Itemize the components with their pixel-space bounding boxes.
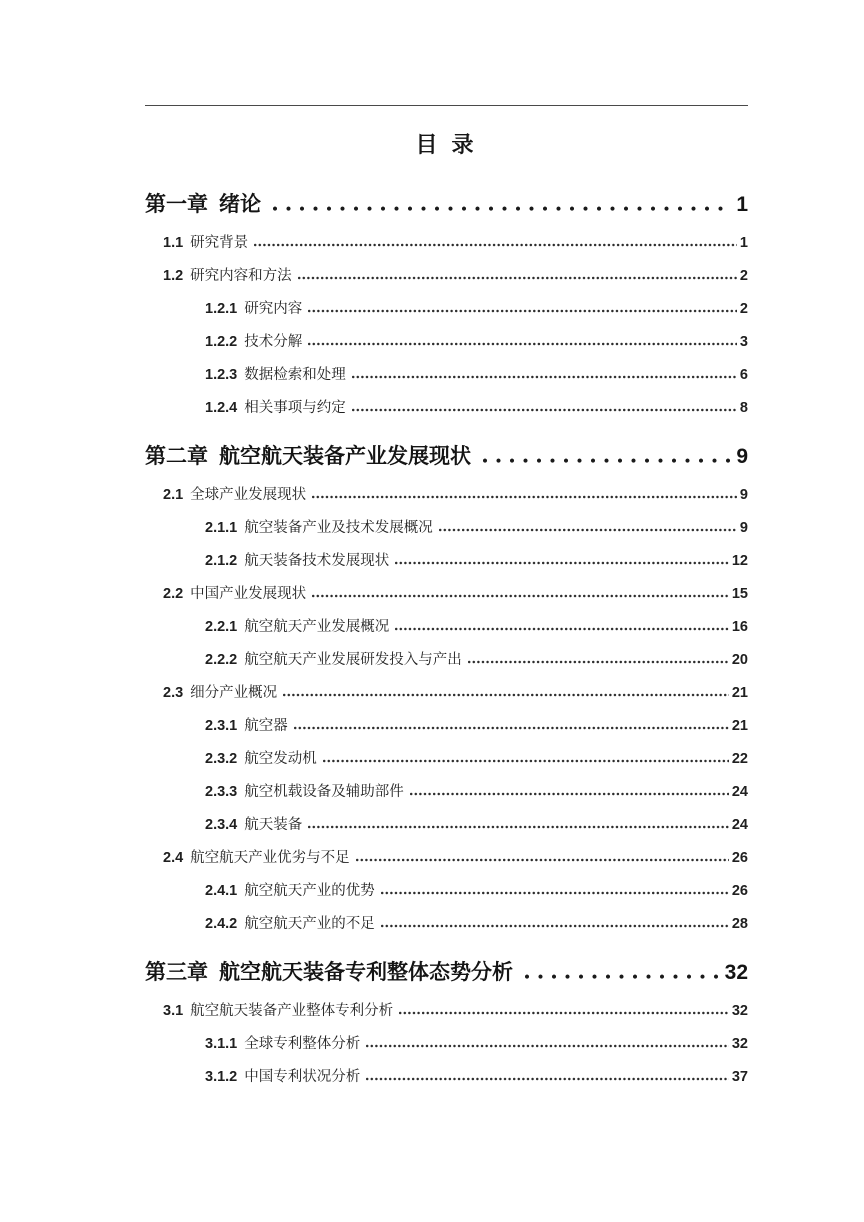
page-number: 26 xyxy=(731,850,748,866)
entry-number: 2.2.1 xyxy=(205,619,238,635)
entry-number: 2.1.2 xyxy=(205,553,238,569)
page-number: 32 xyxy=(724,961,748,984)
dot-leader xyxy=(395,561,729,565)
dot-leader xyxy=(294,726,729,730)
dot-leader xyxy=(312,495,737,499)
entry-title: 航空装备产业及技术发展概况 xyxy=(244,520,433,536)
toc-entry xyxy=(145,545,748,578)
toc-entry xyxy=(145,710,748,743)
page-number: 21 xyxy=(731,718,748,734)
page-number: 22 xyxy=(731,751,748,767)
dot-leader xyxy=(366,1077,729,1081)
entry-title: 航空航天装备产业整体专利分析 xyxy=(190,1003,394,1019)
dot-leader xyxy=(525,974,719,979)
page-number: 16 xyxy=(731,619,748,635)
toc-entry xyxy=(145,1061,748,1094)
toc-entry xyxy=(145,260,748,293)
toc-chapter-entry xyxy=(145,187,748,223)
entry-number: 2.3 xyxy=(163,685,184,701)
dot-leader xyxy=(381,891,729,895)
dot-leader xyxy=(381,924,729,928)
entry-title: 绪论 xyxy=(219,193,261,216)
entry-number: 2.2 xyxy=(163,586,184,602)
dot-leader xyxy=(483,458,730,463)
dot-leader xyxy=(352,375,737,379)
entry-number: 2.1.1 xyxy=(205,520,238,536)
page-number: 2 xyxy=(739,301,748,317)
entry-number: 1.2.1 xyxy=(205,301,238,317)
entry-number: 第三章 xyxy=(145,961,208,984)
dot-leader xyxy=(273,206,730,211)
toc-entry xyxy=(145,293,748,326)
toc-chapter-entry xyxy=(145,955,748,991)
entry-title: 航空航天产业的优势 xyxy=(244,883,375,899)
entry-title: 航空航天产业优劣与不足 xyxy=(190,850,350,866)
entry-title: 航天装备技术发展现状 xyxy=(244,553,390,569)
toc-entry xyxy=(145,908,748,941)
dot-leader xyxy=(468,660,729,664)
page-number: 24 xyxy=(731,784,748,800)
entry-title: 全球专利整体分析 xyxy=(244,1036,361,1052)
dot-leader xyxy=(439,528,737,532)
dot-leader xyxy=(298,276,737,280)
dot-leader xyxy=(366,1044,729,1048)
entry-number: 2.3.4 xyxy=(205,817,238,833)
entry-number: 1.2.3 xyxy=(205,367,238,383)
entry-number: 2.3.2 xyxy=(205,751,238,767)
page-number: 9 xyxy=(739,487,748,503)
entry-number: 3.1 xyxy=(163,1003,184,1019)
toc-title: 目 录 xyxy=(415,132,478,157)
page-number: 8 xyxy=(739,400,748,416)
page-number: 12 xyxy=(731,553,748,569)
entry-number: 3.1.2 xyxy=(205,1069,238,1085)
entry-title: 细分产业概况 xyxy=(190,685,278,701)
dot-leader xyxy=(352,408,737,412)
toc-entry xyxy=(145,392,748,425)
entry-number: 2.4 xyxy=(163,850,184,866)
toc-entry xyxy=(145,875,748,908)
dot-leader xyxy=(312,594,729,598)
page-number: 21 xyxy=(731,685,748,701)
header-rule xyxy=(145,105,748,106)
entry-title: 航空器 xyxy=(244,718,288,734)
entry-number: 3.1.1 xyxy=(205,1036,238,1052)
entry-title: 航空航天产业发展研发投入与产出 xyxy=(244,652,462,668)
toc-entry xyxy=(145,776,748,809)
page-number: 32 xyxy=(731,1036,748,1052)
page-number: 37 xyxy=(731,1069,748,1085)
entry-title: 研究内容和方法 xyxy=(190,268,292,284)
entry-number: 第一章 xyxy=(145,193,208,216)
entry-number: 2.2.2 xyxy=(205,652,238,668)
dot-leader xyxy=(356,858,729,862)
entry-number: 2.3.3 xyxy=(205,784,238,800)
dot-leader xyxy=(395,627,729,631)
entry-title: 航空航天产业发展概况 xyxy=(244,619,390,635)
entry-title: 航天装备 xyxy=(244,817,303,833)
toc-entry xyxy=(145,227,748,260)
toc-entry xyxy=(145,809,748,842)
dot-leader xyxy=(410,792,729,796)
entry-number: 1.2.2 xyxy=(205,334,238,350)
entry-number: 1.1 xyxy=(163,235,184,251)
page-number: 20 xyxy=(731,652,748,668)
entry-title: 相关事项与约定 xyxy=(244,400,346,416)
toc-entry xyxy=(145,743,748,776)
entry-title: 航空航天产业的不足 xyxy=(244,916,375,932)
dot-leader xyxy=(308,825,729,829)
entry-title: 航空机载设备及辅助部件 xyxy=(244,784,404,800)
page-number: 1 xyxy=(736,193,748,216)
page-number: 26 xyxy=(731,883,748,899)
dot-leader xyxy=(308,309,737,313)
entry-title: 航空航天装备产业发展现状 xyxy=(219,445,471,468)
dot-leader xyxy=(308,342,737,346)
dot-leader xyxy=(283,693,729,697)
dot-leader xyxy=(254,243,737,247)
toc-chapter-entry xyxy=(145,439,748,475)
page-number: 2 xyxy=(739,268,748,284)
entry-title: 数据检索和处理 xyxy=(244,367,346,383)
dot-leader xyxy=(399,1011,729,1015)
toc-entry xyxy=(145,326,748,359)
entry-title: 航空发动机 xyxy=(244,751,317,767)
toc-entry xyxy=(145,644,748,677)
toc-entry xyxy=(145,995,748,1028)
entry-title: 研究背景 xyxy=(190,235,249,251)
dot-leader xyxy=(323,759,729,763)
page-number: 28 xyxy=(731,916,748,932)
entry-title: 中国产业发展现状 xyxy=(190,586,307,602)
toc-entry xyxy=(145,512,748,545)
toc-entry xyxy=(145,1028,748,1061)
entry-number: 2.3.1 xyxy=(205,718,238,734)
entry-number: 2.4.2 xyxy=(205,916,238,932)
page-number: 3 xyxy=(739,334,748,350)
page-number: 9 xyxy=(739,520,748,536)
entry-title: 技术分解 xyxy=(244,334,303,350)
toc-entry xyxy=(145,578,748,611)
page-number: 15 xyxy=(731,586,748,602)
entry-number: 2.1 xyxy=(163,487,184,503)
entry-title: 中国专利状况分析 xyxy=(244,1069,361,1085)
page-number: 6 xyxy=(739,367,748,383)
toc-entry xyxy=(145,842,748,875)
page-number: 32 xyxy=(731,1003,748,1019)
toc-entry xyxy=(145,479,748,512)
page-number: 24 xyxy=(731,817,748,833)
page-number: 9 xyxy=(736,445,748,468)
toc-entry xyxy=(145,677,748,710)
toc-list xyxy=(145,161,748,1094)
entry-number: 第二章 xyxy=(145,445,208,468)
entry-number: 1.2.4 xyxy=(205,400,238,416)
page-number: 1 xyxy=(739,235,748,251)
entry-title: 全球产业发展现状 xyxy=(190,487,307,503)
entry-title: 研究内容 xyxy=(244,301,303,317)
toc-entry xyxy=(145,359,748,392)
entry-number: 2.4.1 xyxy=(205,883,238,899)
toc-entry xyxy=(145,611,748,644)
entry-number: 1.2 xyxy=(163,268,184,284)
entry-title: 航空航天装备专利整体态势分析 xyxy=(219,961,513,984)
